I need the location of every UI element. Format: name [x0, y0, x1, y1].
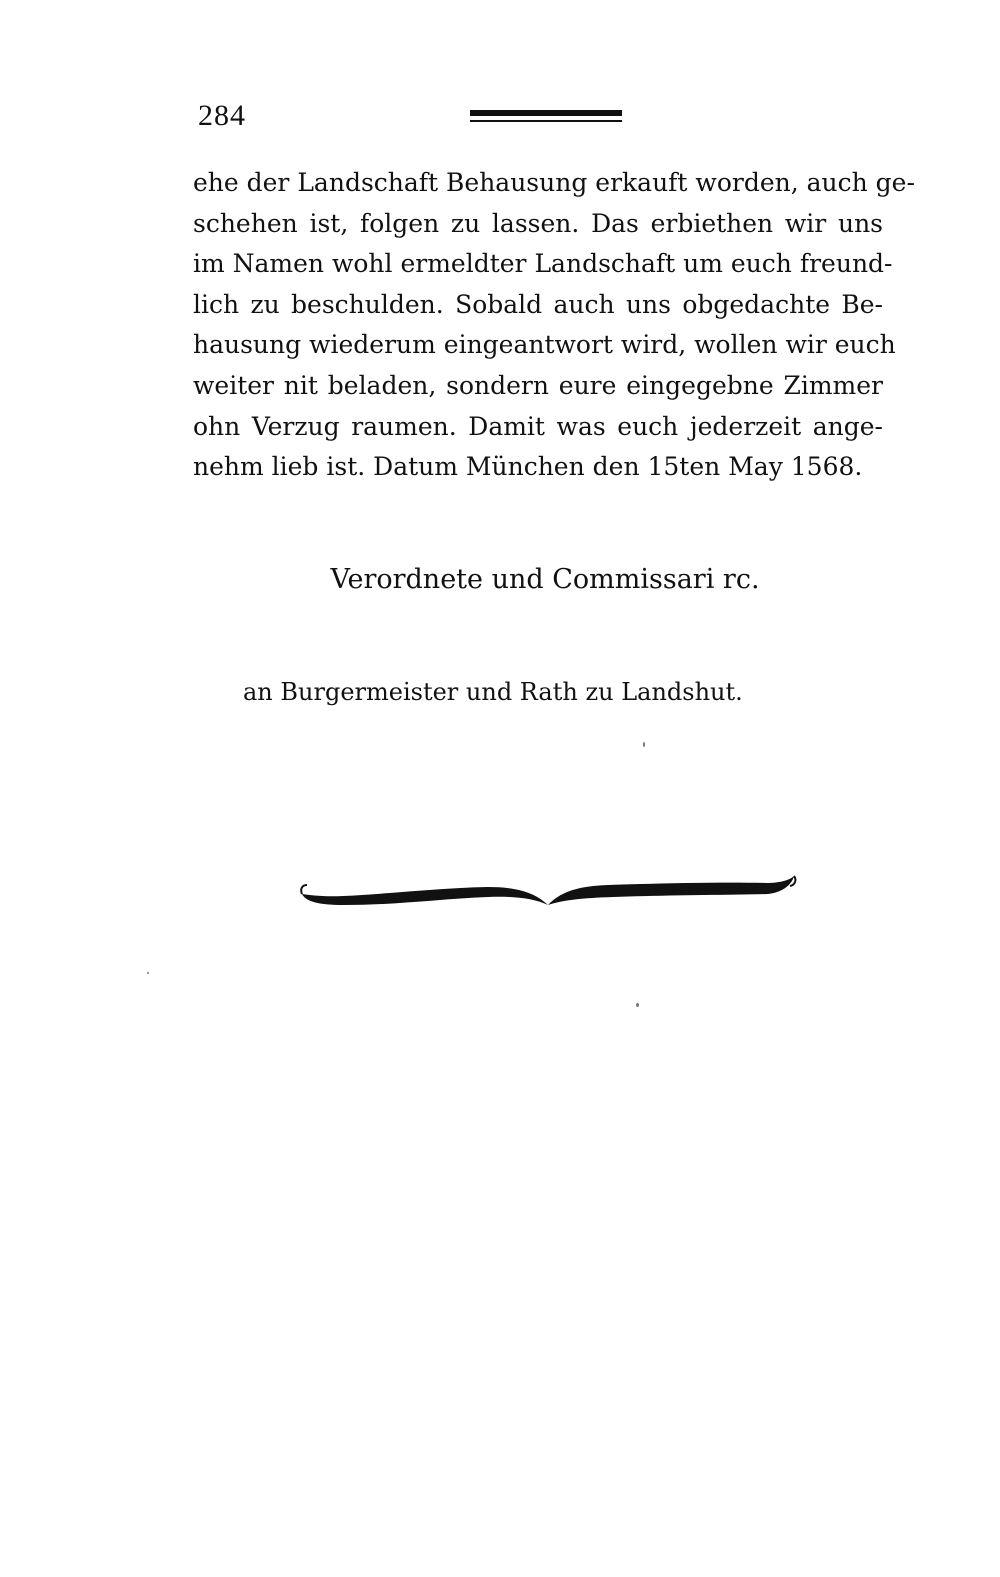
ornament-right-swash: [548, 876, 794, 905]
body-text: [193, 163, 915, 488]
ornament-divider: [298, 872, 798, 916]
text-line: schehen ist, folgen zu lassen. Das erbiethen wir uns: [193, 208, 883, 238]
text-line: im Namen wohl ermeldter Landschaft um euch freund-: [193, 249, 893, 279]
text-line: hausung wiederum eingeantwort wird, wollen wir euch: [193, 330, 896, 360]
page-number: 284: [198, 99, 246, 132]
paper-speck: [636, 1003, 639, 1007]
addressee-line: an Burgermeister und Rath zu Landshut.: [243, 678, 743, 706]
header-rule-thick: [470, 110, 622, 116]
paper-speck: [147, 972, 149, 974]
text-line: ehe der Landschaft Behausung erkauft worden, auch ge-: [193, 168, 915, 197]
header-rule-thin: [470, 120, 622, 122]
text-line: weiter nit beladen, sondern eure eingegebne Zimmer: [193, 370, 883, 400]
text-line: ohn Verzug raumen. Damit was euch jederzeit ange-: [193, 411, 883, 441]
ornament-left-swash: [302, 887, 548, 905]
header-rule: [470, 110, 622, 124]
ornament-left-curl: [301, 885, 307, 894]
paper-speck: [643, 742, 645, 747]
signature-line: [0, 560, 1000, 600]
text-line: nehm lieb ist. Datum München den 15ten May 1568.: [193, 452, 863, 482]
signature-text: Verordnete und Commissari rc.: [330, 564, 760, 595]
text-line: lich zu beschulden. Sobald auch uns obgedachte Be-: [193, 289, 883, 319]
